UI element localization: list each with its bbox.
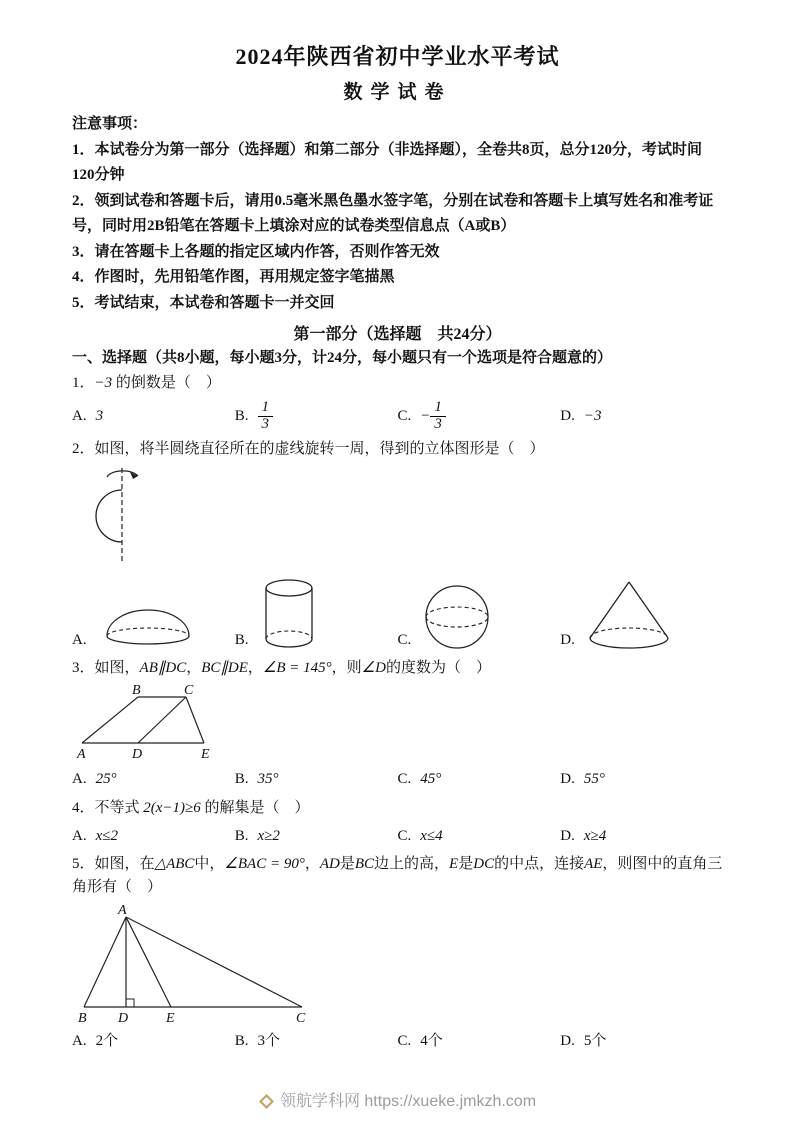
q5-option-a xyxy=(72,1030,235,1053)
question-3 xyxy=(72,657,723,792)
question-5 xyxy=(72,853,723,1053)
q4-option-c xyxy=(398,825,561,848)
q1-number: 1． xyxy=(72,375,95,391)
q1-option-b-label: B. xyxy=(234,407,249,424)
q2-option-c xyxy=(398,582,561,652)
q5-text-5: 是 xyxy=(458,856,474,872)
q2-option-d xyxy=(560,576,723,652)
q4-text-post: 的解集是（ ） xyxy=(204,799,310,816)
q4-option-a-value: x≤2 xyxy=(95,827,118,844)
q1-option-c-sign: − xyxy=(420,407,431,424)
q1-text: 的倒数是（ ） xyxy=(115,375,221,391)
q3-option-c-value: 45° xyxy=(420,771,442,788)
q3-point-d-label: D xyxy=(132,747,143,763)
q5-option-d-value: 5个 xyxy=(583,1032,607,1049)
q4-option-d-value: x≥4 xyxy=(583,827,607,844)
q5-right-triangle-figure xyxy=(74,903,324,1025)
q3-point-a-label: A xyxy=(77,747,86,763)
q2-option-c-label: C. xyxy=(397,631,412,648)
q3-number: 3． xyxy=(72,660,95,676)
notice-item-4: 4．作图时，先用铅笔作图，再用规定签字笔描黑 xyxy=(72,269,395,285)
q5-math-e: E xyxy=(449,856,459,872)
q1-option-d-label: D. xyxy=(560,407,575,424)
q3-math-angle-d: ∠D xyxy=(361,660,386,676)
q4-options xyxy=(72,825,723,848)
q1-option-b-fraction xyxy=(258,400,274,433)
q5-option-d-label: D. xyxy=(560,1032,575,1049)
q4-option-b-label: B. xyxy=(234,827,249,844)
question-4-stem xyxy=(72,797,723,820)
q2-option-c-sphere-figure xyxy=(419,582,495,652)
q3-options xyxy=(72,768,723,791)
q1-option-c-numerator: 1 xyxy=(430,400,446,417)
footer-logo-icon xyxy=(259,1094,274,1109)
q2-option-b-cylinder-figure xyxy=(257,576,321,652)
q3-text-mid: ，则 xyxy=(331,660,362,676)
q3-option-d-value: 55° xyxy=(583,771,605,788)
question-1-stem xyxy=(72,372,723,395)
q3-point-b-label: B xyxy=(132,683,141,699)
q4-math-inequality: 2(x−1)≥6 xyxy=(143,799,201,816)
q4-option-c-label: C. xyxy=(397,827,412,844)
question-2 xyxy=(72,438,723,652)
q5-point-c-label: C xyxy=(296,1010,306,1025)
q5-option-d xyxy=(560,1030,723,1053)
notice-item-3: 3．请在答题卡上各题的指定区域内作答，否则作答无效 xyxy=(72,243,440,260)
q4-option-d xyxy=(560,825,723,848)
q5-math-ad: AD xyxy=(319,856,340,872)
q5-point-d-label: D xyxy=(118,1010,129,1025)
page-subtitle: 数学试卷 xyxy=(343,82,452,103)
question-3-stem xyxy=(72,657,723,680)
q5-math-dc: DC xyxy=(473,856,495,872)
q1-option-b xyxy=(235,400,398,433)
q4-option-d-label: D. xyxy=(560,827,575,844)
q3-math-angle-b: ∠B = 145° xyxy=(262,660,332,676)
q3-figure xyxy=(74,683,723,763)
q1-option-a xyxy=(72,405,235,428)
q1-option-c xyxy=(398,400,561,433)
q3-option-a-value: 25° xyxy=(95,771,117,788)
notice-item-2: 2．领到试卷和答题卡后，请用0.5毫米黑色墨水签字笔，分别在试卷和答题卡上填写姓名和准考证号，同时用2B铅笔在答题卡上填涂对应的试卷类型信息点（A或B） xyxy=(72,192,714,234)
q5-option-c xyxy=(398,1030,561,1053)
q4-option-a xyxy=(72,825,235,848)
q5-figure xyxy=(74,903,723,1025)
part1-subheading: 一、选择题（共8小题，每小题3分，计24分，每小题只有一个选项是符合题意的） xyxy=(72,350,613,366)
q2-semicircle-axis-figure xyxy=(74,464,186,564)
q3-option-c-label: C. xyxy=(397,771,412,788)
q5-math-triangle-abc: △ABC xyxy=(154,856,195,872)
q5-text-2: ， xyxy=(304,856,320,872)
q5-math-bc: BC xyxy=(354,856,375,872)
q5-text-0: 如图，在 xyxy=(94,856,155,872)
q4-option-a-label: A. xyxy=(72,827,87,844)
q3-option-d xyxy=(560,768,723,791)
watermark-footer xyxy=(0,1088,795,1111)
q5-text-6: 的中点，连接 xyxy=(494,856,585,872)
q2-option-b-label: B. xyxy=(234,631,249,648)
q1-option-b-denominator: 3 xyxy=(261,416,270,432)
q3-point-e-label: E xyxy=(201,747,210,763)
q1-option-d-value: −3 xyxy=(583,407,602,424)
q5-text-1: 中， xyxy=(194,856,225,872)
q3-option-a-label: A. xyxy=(72,771,87,788)
q2-option-a xyxy=(72,594,235,652)
q3-option-d-label: D. xyxy=(560,771,575,788)
q5-text-7: ，则图中的直角三角形有（ ） xyxy=(72,856,723,896)
q3-option-b xyxy=(235,768,398,791)
q3-sep-2: ， xyxy=(247,660,263,676)
q3-math-ab-parallel-dc: AB∥DC xyxy=(139,660,187,676)
q3-text-post: 的度数为（ ） xyxy=(385,660,491,676)
q4-option-b-value: x≥2 xyxy=(257,827,280,844)
notice-item-5: 5．考试结束，本试卷和答题卡一并交回 xyxy=(72,294,335,311)
q5-math-ae: AE xyxy=(584,856,603,872)
question-2-stem xyxy=(72,438,723,461)
q2-number: 2． xyxy=(72,440,95,457)
q3-parallel-lines-figure xyxy=(74,683,284,763)
q1-option-c-fraction xyxy=(430,400,446,433)
q5-point-a-label: A xyxy=(118,902,127,918)
q1-option-a-label: A. xyxy=(72,407,87,424)
q5-options xyxy=(72,1030,723,1053)
q1-option-b-numerator: 1 xyxy=(258,400,274,417)
q1-option-c-label: C. xyxy=(397,407,412,424)
q5-text-4: 边上的高， xyxy=(374,856,450,872)
notice-section xyxy=(72,112,723,316)
q5-point-e-label: E xyxy=(166,1010,175,1025)
q3-math-bc-parallel-de: BC∥DE xyxy=(201,660,248,676)
question-4 xyxy=(72,797,723,849)
q5-option-c-value: 4个 xyxy=(420,1032,443,1049)
q5-option-b-value: 3个 xyxy=(257,1032,281,1049)
q5-option-c-label: C. xyxy=(397,1032,412,1049)
q3-sep-1: ， xyxy=(186,660,202,676)
watermark-text: 领航学科网 https://xueke.jmkzh.com xyxy=(279,1093,537,1110)
page-title: 2024年陕西省初中学业水平考试 xyxy=(235,44,560,69)
q5-option-b xyxy=(235,1030,398,1053)
notice-heading: 注意事项： xyxy=(72,116,148,132)
question-1 xyxy=(72,372,723,433)
q5-option-a-value: 2个 xyxy=(95,1032,119,1049)
q2-option-a-hemisphere-figure xyxy=(95,594,200,652)
q5-option-b-label: B. xyxy=(234,1032,249,1049)
q3-option-b-label: B. xyxy=(234,771,249,788)
q4-text-pre: 不等式 xyxy=(94,799,140,816)
q3-point-c-label: C xyxy=(184,683,194,699)
q2-option-a-label: A. xyxy=(72,631,87,648)
question-5-stem xyxy=(72,853,723,900)
q1-option-d xyxy=(560,405,723,428)
q5-option-a-label: A. xyxy=(72,1032,87,1049)
q3-text-pre: 如图， xyxy=(94,660,140,676)
q3-option-b-value: 35° xyxy=(257,771,279,788)
q2-text: 如图，将半圆绕直径所在的虚线旋转一周，得到的立体图形是（ ） xyxy=(94,440,545,457)
q2-option-b xyxy=(235,576,398,652)
q1-math-neg3: −3 xyxy=(94,375,113,391)
q4-number: 4． xyxy=(72,799,95,816)
q5-point-b-label: B xyxy=(78,1010,87,1025)
q5-text-3: 是 xyxy=(339,856,355,872)
q5-number: 5． xyxy=(72,856,95,872)
q5-math-angle-bac: ∠BAC = 90° xyxy=(224,856,305,872)
notice-item-1: 1．本试卷分为第一部分（选择题）和第二部分（非选择题），全卷共8页，总分120分，考试时间120分钟 xyxy=(72,141,703,183)
q4-option-b xyxy=(235,825,398,848)
q2-figure xyxy=(74,464,723,564)
q3-option-a xyxy=(72,768,235,791)
q1-option-c-denominator: 3 xyxy=(434,416,442,432)
q2-option-figures xyxy=(72,576,723,652)
q4-option-c-value: x≤4 xyxy=(420,827,443,844)
q2-option-d-cone-figure xyxy=(583,576,675,652)
part1-heading: 第一部分（选择题 共24分） xyxy=(293,326,502,343)
q3-option-c xyxy=(398,768,561,791)
q1-option-a-value: 3 xyxy=(95,407,104,424)
q1-options xyxy=(72,400,723,433)
q2-option-d-label: D. xyxy=(560,631,575,648)
